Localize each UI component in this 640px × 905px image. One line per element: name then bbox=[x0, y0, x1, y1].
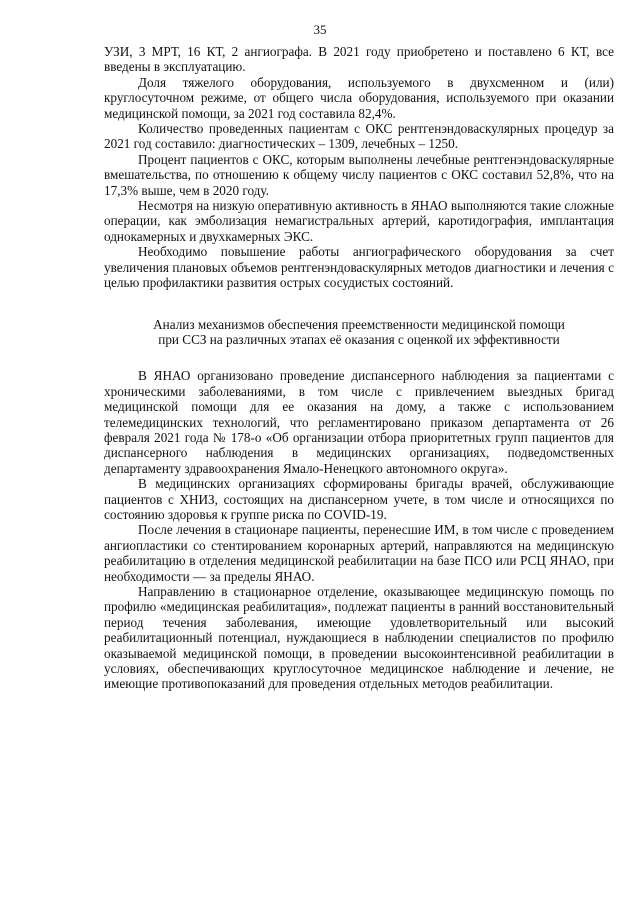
paragraph-oks-percent: Процент пациентов с ОКС, которым выполнены лечебные рентгенэндоваскулярные вмешательства, по отношению к общему числу пациентов с ОКС составил 52,8%, что на 17,3% выше, чем в 2020 году. bbox=[104, 151, 614, 198]
section-heading bbox=[104, 317, 614, 348]
paragraph-continuation: УЗИ, 3 МРТ, 16 КТ, 2 ангиографа. В 2021 году приобретено и поставлено 6 КТ, все введены в эксплуатацию. bbox=[104, 44, 614, 75]
paragraph-rehabilitation-referral: После лечения в стационаре пациенты, перенесшие ИМ, в том числе с проведением ангиопластики со стентированием коронарных артерий, направляются на медицинскую реабилитацию в отделения медицинской реабилитации на базе ПСО или РСЦ ЯНАО, при необходимости — за пределы ЯНАО. bbox=[104, 522, 614, 584]
paragraph-dispensary-observation: В ЯНАО организовано проведение диспансерного наблюдения за пациентами с хроническими заболеваниями, в том числе с привлечением выездных бригад медицинской помощи для ее оказания на дому, а также с использованием телемедицинских технологий, что регламентировано приказом департамента от 26 февраля 2021 года № 178-о «Об организации отбора приоритетных групп пациентов для диспансерного наблюдения в медицинских организациях, подведомственных департаменту здравоохранения Ямало-Ненецкого автономного округа». bbox=[104, 368, 614, 476]
paragraph-doctor-teams: В медицинских организациях сформированы бригады врачей, обслуживающие пациентов с ХНИЗ, состоящих на диспансерном учете, в том числе и относящихся по состоянию здоровья к группе риска по COVID-19. bbox=[104, 476, 614, 522]
paragraph-inpatient-rehabilitation: Направлению в стационарное отделение, оказывающее медицинскую помощь по профилю «медицинская реабилитация», подлежат пациенты в ранний восстановительный период течения заболевания, имеющие удовлетворительный или высокий реабилитационный потенциал, нуждающиеся в наблюдении специалистов по профилю оказываемой медицинской помощи, в проведении высокоинтенсивной реабилитации в условиях, обеспечивающих круглосуточное медицинское наблюдение и лечение, не имеющие противопоказаний для проведения отдельных методов реабилитации. bbox=[104, 584, 614, 692]
paragraph-complex-operations: Несмотря на низкую оперативную активность в ЯНАО выполняются такие сложные операции, как эмболизация немагистральных артерий, каротидография, имплантация однокамерных и двухкамерных ЭКС. bbox=[104, 198, 614, 244]
section-heading-line-1: Анализ механизмов обеспечения преемственности медицинской помощи bbox=[153, 316, 565, 332]
page-number: 35 bbox=[313, 22, 327, 37]
paragraph-angiography-improvement: Необходимо повышение работы ангиографического оборудования за счет увеличения плановых объемов рентгенэндоваскулярных методов диагностики и лечения с целью профилактики развития острых сосудистых состояний. bbox=[104, 244, 614, 291]
paragraph-equipment-share: Доля тяжелого оборудования, используемого в двухсменном и (или) круглосуточном режиме, от общего числа оборудования, используемого при оказании медицинской помощи, за 2021 год составила 82,4%. bbox=[104, 74, 614, 121]
paragraph-procedures-count: Количество проведенных пациентам с ОКС рентгенэндоваскулярных процедур за 2021 год составило: диагностических – 1309, лечебных – 1250. bbox=[104, 121, 614, 152]
document-body bbox=[104, 44, 614, 692]
section-heading-line-2: при ССЗ на различных этапах её оказания с оценкой их эффективности bbox=[158, 331, 560, 347]
